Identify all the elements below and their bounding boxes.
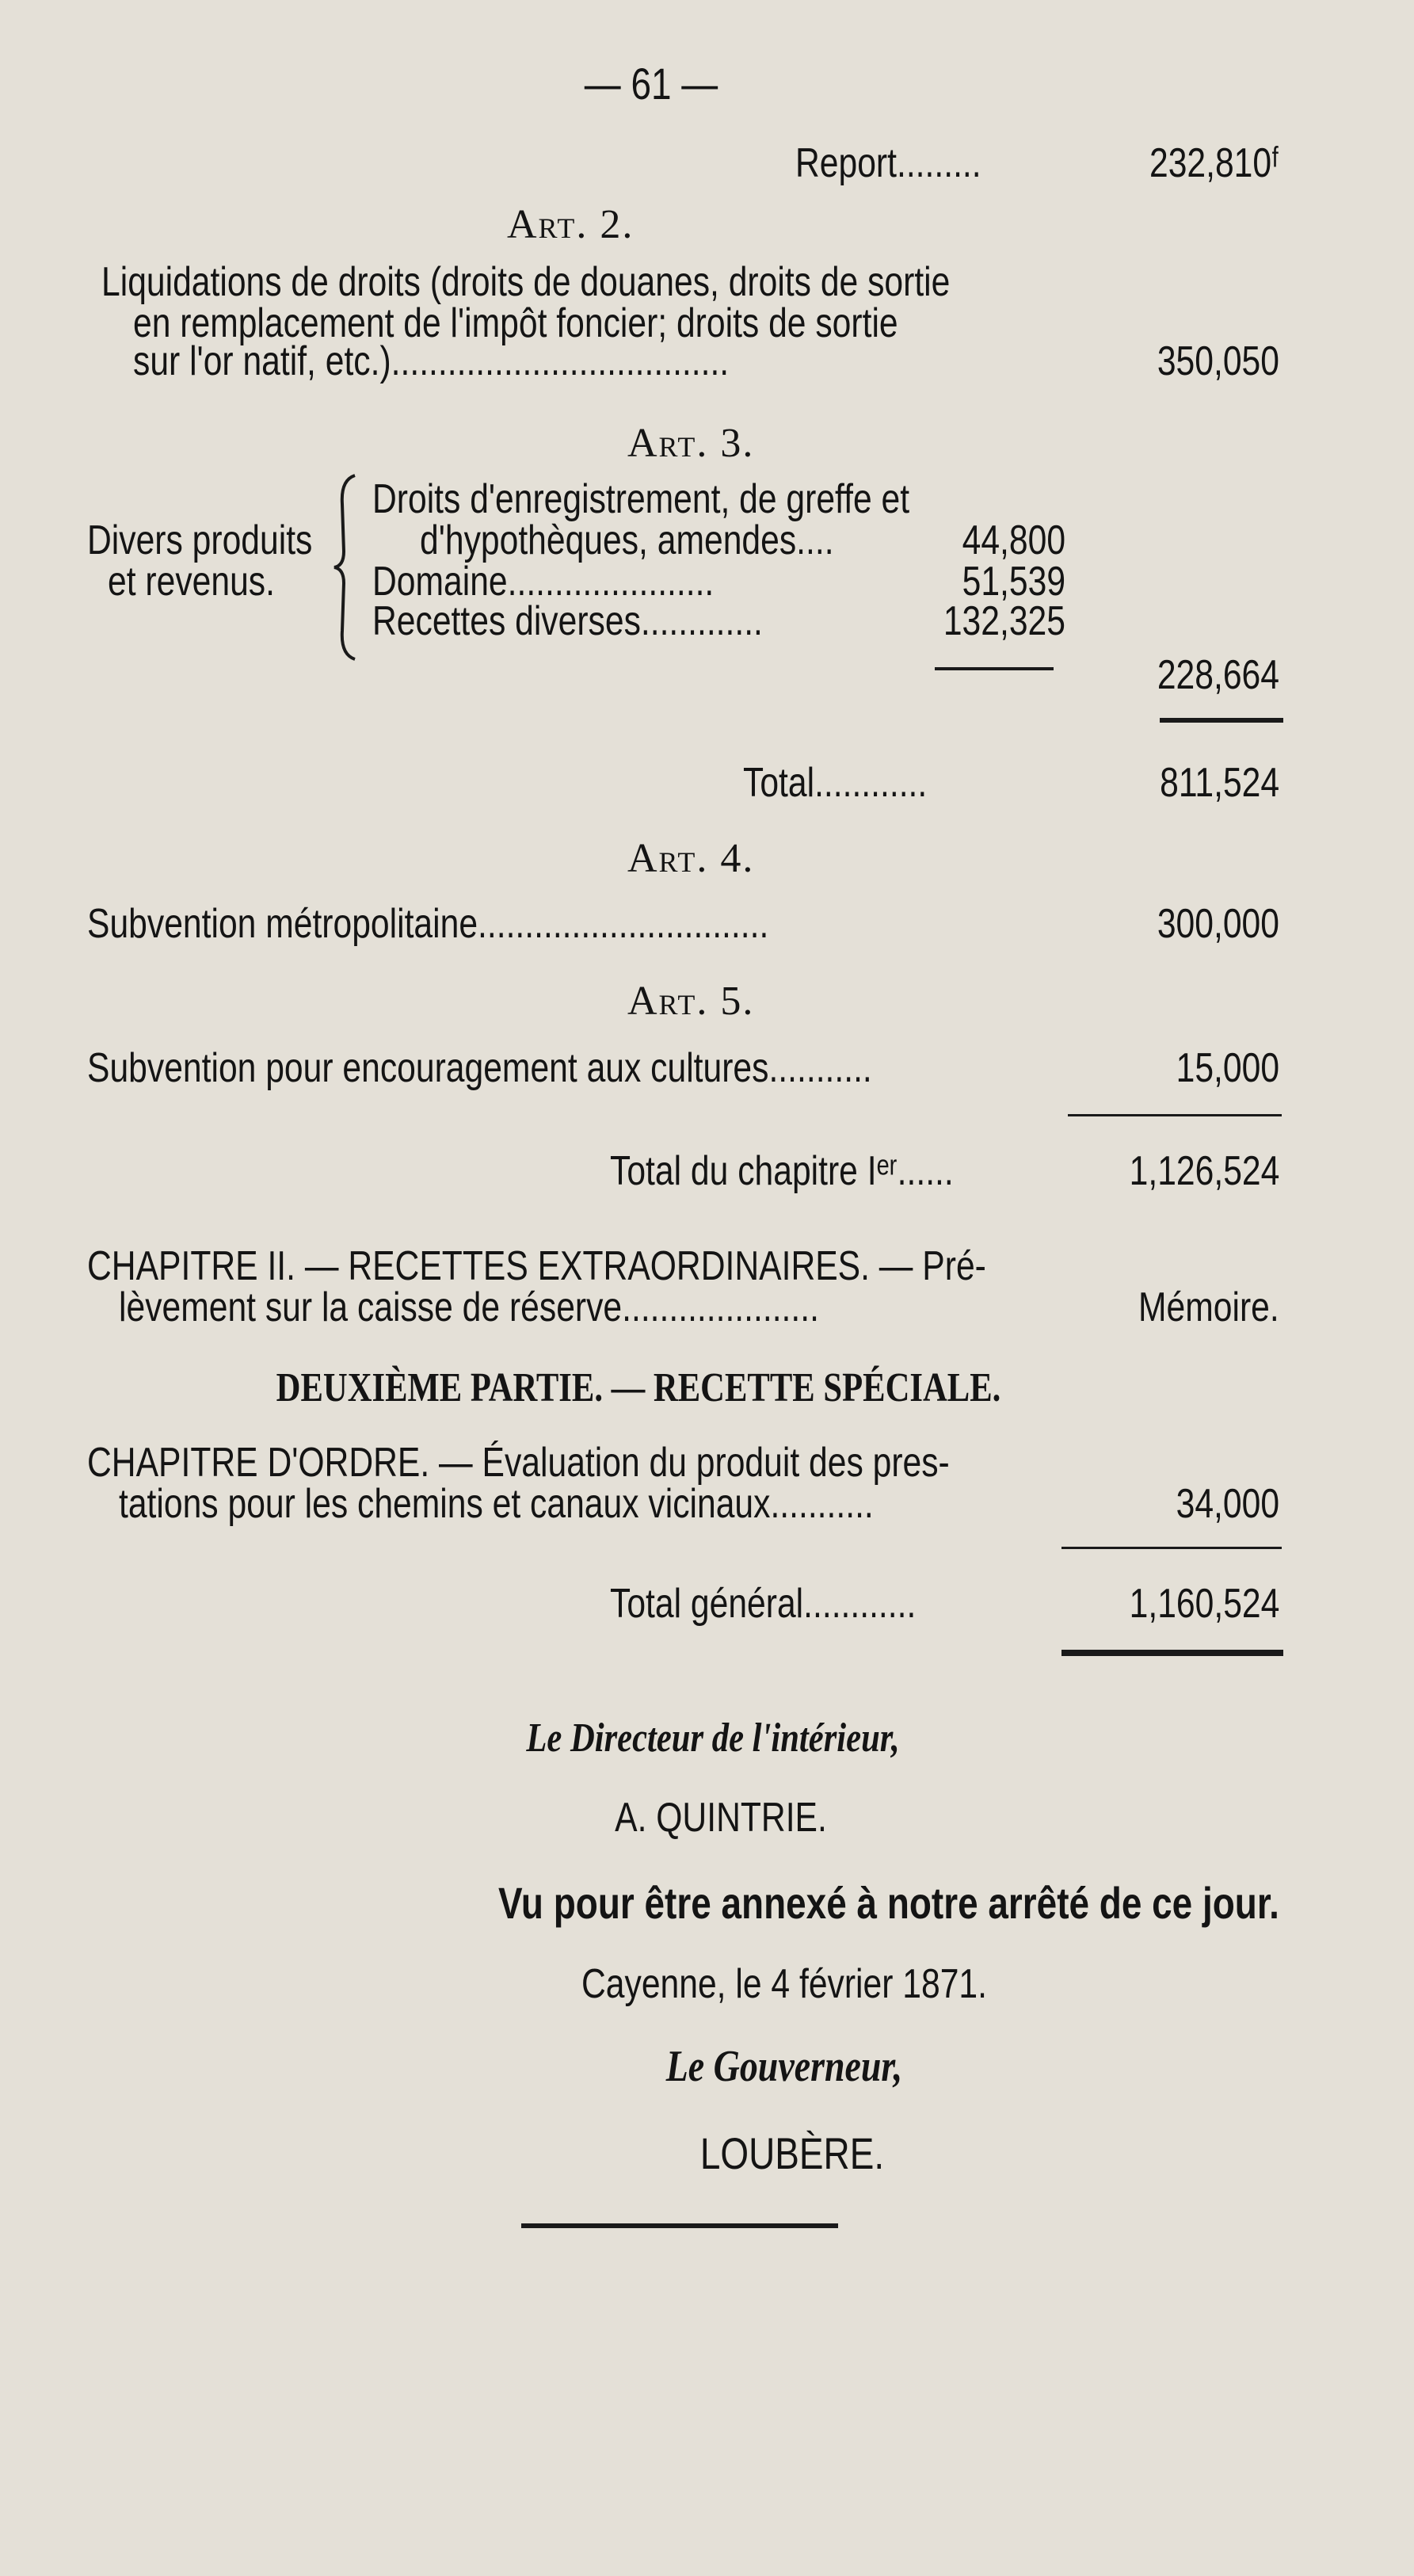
chapter2-line1: CHAPITRE II. — RECETTES EXTRAORDINAIRES. — Pré- (87, 1243, 986, 1289)
governor-name: LOUBÈRE. (699, 2128, 885, 2178)
chapitre-ordre-line1: CHAPITRE D'ORDRE. — Évaluation du produit des pres- (87, 1440, 950, 1486)
art3-item2-label: Domaine...................... (372, 559, 715, 605)
art3-subtotal-rule (935, 667, 1054, 670)
art3-group-label-1: Divers produits (87, 517, 313, 563)
chapter2-line2: lèvement sur la caisse de réserve..................... (119, 1284, 819, 1330)
art3-group-label-2: et revenus. (108, 559, 275, 605)
director-title: Le Directeur de l'intérieur, (526, 1715, 900, 1761)
annex-place-date: Cayenne, le 4 février 1871. (581, 1961, 987, 2007)
art3-item2-value: 51,539 (962, 559, 1065, 605)
director-name: A. QUINTRIE. (615, 1795, 827, 1841)
total-rule-top (1160, 718, 1283, 723)
governor-title: Le Gouverneur, (665, 2042, 903, 2091)
brace (331, 472, 360, 662)
art5-label: Subvention pour encouragement aux cultures........... (87, 1045, 872, 1091)
grand-total-value: 1,160,524 (1129, 1581, 1279, 1627)
grand-total-rule-top (1061, 1547, 1282, 1549)
chapter1-rule (1068, 1114, 1282, 1116)
grand-total-label: Total général............ (610, 1581, 917, 1627)
page-number: — 61 — (584, 59, 718, 109)
total-value: 811,524 (1160, 760, 1279, 806)
part2-heading: DEUXIÈME PARTIE. — RECETTE SPÉCIALE. (276, 1365, 1001, 1410)
chapter1-total-value: 1,126,524 (1129, 1148, 1279, 1194)
art3-item1-line2: d'hypothèques, amendes.... (420, 517, 834, 563)
chapitre-ordre-line2: tations pour les chemins et canaux vicinaux........... (119, 1481, 874, 1527)
report-value: 232,810ᶠ (1149, 140, 1279, 186)
art3-subtotal: 228,664 (1157, 652, 1279, 698)
art3-item1-line1: Droits d'enregistrement, de greffe et (372, 476, 910, 522)
closing-rule (521, 2223, 838, 2228)
report-label: Report......... (795, 140, 981, 186)
art2-line1: Liquidations de droits (droits de douanes, droits de sortie (101, 259, 951, 305)
art5-value: 15,000 (1176, 1045, 1279, 1091)
art3-item3-value: 132,325 (943, 598, 1065, 644)
annex-line: Vu pour être annexé à notre arrêté de ce jour. (498, 1878, 1279, 1928)
art4-value: 300,000 (1157, 901, 1279, 947)
art4-label: Subvention métropolitaine............................... (87, 901, 769, 947)
art3-heading: Art. 3. (627, 421, 755, 466)
art3-item3-label: Recettes diverses............. (372, 598, 763, 644)
total-label: Total............ (743, 760, 928, 806)
art5-heading: Art. 5. (627, 979, 755, 1024)
art3-item1-value: 44,800 (962, 517, 1065, 563)
chapitre-ordre-value: 34,000 (1176, 1481, 1279, 1527)
art2-line2: en remplacement de l'impôt foncier; droits de sortie (133, 300, 898, 346)
chapter2-value: Mémoire. (1138, 1284, 1279, 1330)
art2-value: 350,050 (1157, 338, 1279, 384)
chapter1-total-label: Total du chapitre Iᵉʳ...... (610, 1148, 954, 1194)
grand-total-rule-bottom (1061, 1650, 1283, 1656)
art2-heading: Art. 2. (507, 202, 635, 247)
art4-heading: Art. 4. (627, 836, 755, 881)
art2-line3: sur l'or natif, etc.).................................... (133, 338, 730, 384)
